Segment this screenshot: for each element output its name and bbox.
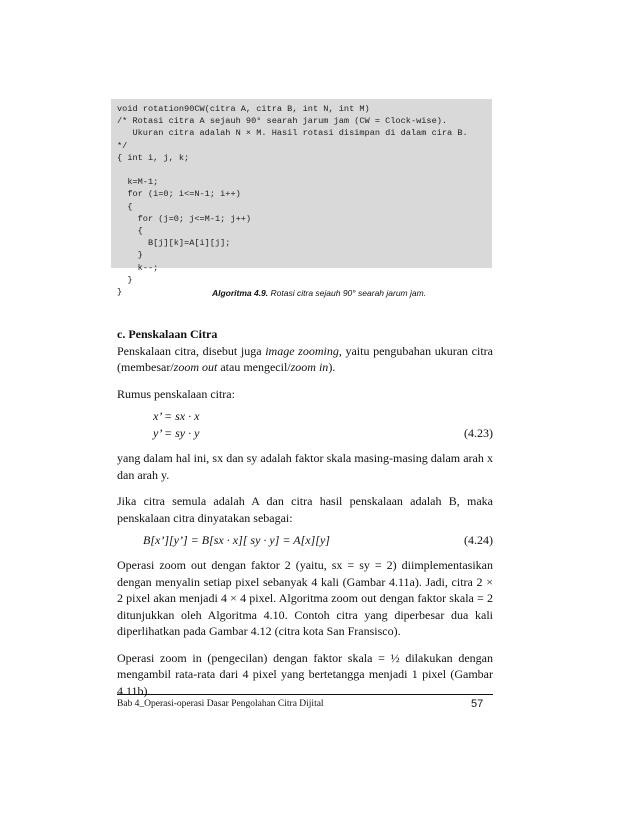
equation-number-4-23: (4.23) xyxy=(464,426,493,440)
code-line: */ xyxy=(117,140,128,151)
paragraph-4: Jika citra semula adalah A dan citra hasil penskalaan adalah B, maka penskalaan citra dinyatakan sebagai: xyxy=(117,494,493,525)
algorithm-caption xyxy=(0,288,638,298)
equation-number-4-24: (4.24) xyxy=(464,533,493,547)
caption-text: Rotasi citra sejauh 90° searah jarum jam. xyxy=(270,288,427,298)
code-line: { xyxy=(117,201,133,212)
code-line: B[j][k]=A[i][j]; xyxy=(117,238,231,249)
page-number: 57 xyxy=(471,698,484,710)
footer-chapter: Bab 4_Operasi-operasi Dasar Pengolahan Citra Dijital xyxy=(117,699,324,709)
formula-row-2 xyxy=(117,425,493,442)
formula-row-3 xyxy=(117,532,493,549)
code-line: for (j=0; j<=M-1; j++) xyxy=(117,213,252,224)
formula-scaling: B[x’][y’] = B[sx · x][ sy · y] = A[x][y] xyxy=(143,533,330,547)
paragraph-1: Penskalaan citra, disebut juga image zooming, yaitu pengubahan ukuran citra (membesar/zoom out atau mengecil/zoom in). xyxy=(117,343,493,374)
code-line: for (i=0; i<=N-1; i++) xyxy=(117,189,241,200)
code-line: Ukuran citra adalah N × M. Hasil rotasi disimpan di dalam cira B. xyxy=(117,128,468,139)
code-line: } xyxy=(117,250,143,261)
code-line: k--; xyxy=(117,262,159,273)
code-line: } xyxy=(117,274,133,285)
code-line: void rotation90CW(citra A, citra B, int N, int M) xyxy=(117,104,370,114)
formula-x: x’ = sx · x xyxy=(153,409,200,423)
formula-row-1 xyxy=(117,408,493,425)
formula-y: y’ = sy · y xyxy=(153,426,200,440)
paragraph-2: Rumus penskalaan citra: xyxy=(117,386,235,401)
caption-label: Algoritma 4.9. xyxy=(211,288,269,298)
paragraph-5: Operasi zoom out dengan faktor 2 (yaitu, sx = sy = 2) diimplementasikan dengan menyalin setiap pixel sebanyak 4 kali (Gambar 4.11a). Jadi, citra 2 × 2 pixel akan menjadi 4 × 4 pixel. Algoritma zoom out dengan faktor skala = 2 ditunjukkan oleh Algoritma 4.10. Contoh citra yang diperbesar dua kali diperlihatkan pada Gambar 4.12 (citra kota San Fransisco). xyxy=(117,558,493,638)
code-line: /* Rotasi citra A sejauh 90° searah jarum jam (CW = Clock-wise). xyxy=(117,116,448,127)
code-line xyxy=(117,164,486,176)
section-content xyxy=(117,326,493,699)
footer-rule xyxy=(117,694,493,695)
paragraph-6: Operasi zoom in (pengecilan) dengan faktor skala = ½ dilakukan dengan mengambil rata-rata dari 4 pixel yang bertetangga menjadi 1 pixel (Gambar 4.11b). xyxy=(117,650,493,698)
code-line: k=M-1; xyxy=(117,177,159,188)
code-line: { int i, j, k; xyxy=(117,152,190,163)
code-line: { xyxy=(117,226,143,237)
code-line: } xyxy=(117,287,123,298)
section-heading: c. Penskalaan Citra xyxy=(117,327,218,341)
paragraph-3: yang dalam hal ini, sx dan sy adalah faktor skala masing-masing dalam arah x dan arah y. xyxy=(117,451,493,482)
